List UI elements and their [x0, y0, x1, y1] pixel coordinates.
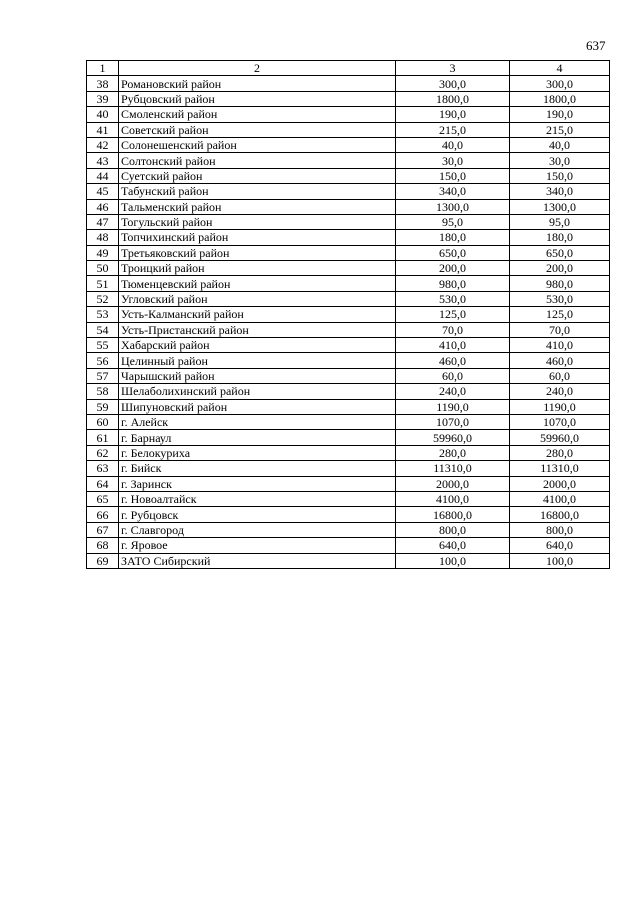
district-name-cell: г. Алейск: [119, 414, 396, 429]
district-name-cell: Шелаболихинский район: [119, 384, 396, 399]
value-col3-cell: 150,0: [396, 168, 510, 183]
row-number-cell: 59: [87, 399, 119, 414]
column-header-4: 4: [510, 61, 610, 76]
value-col3-cell: 980,0: [396, 276, 510, 291]
table-row: [87, 107, 610, 122]
value-col4-cell: 1300,0: [510, 199, 610, 214]
row-number-cell: 57: [87, 368, 119, 383]
value-col3-cell: 16800,0: [396, 507, 510, 522]
row-number-cell: 67: [87, 522, 119, 537]
table-row: [87, 276, 610, 291]
value-col3-cell: 125,0: [396, 307, 510, 322]
value-col4-cell: 240,0: [510, 384, 610, 399]
row-number-cell: 42: [87, 137, 119, 152]
district-name-cell: Тальменский район: [119, 199, 396, 214]
value-col3-cell: 1300,0: [396, 199, 510, 214]
table-row: [87, 338, 610, 353]
value-col4-cell: 125,0: [510, 307, 610, 322]
district-name-cell: Чарышский район: [119, 368, 396, 383]
value-col4-cell: 1070,0: [510, 414, 610, 429]
row-number-cell: 68: [87, 538, 119, 553]
row-number-cell: 38: [87, 76, 119, 91]
district-name-cell: Солтонский район: [119, 153, 396, 168]
table-row: [87, 476, 610, 491]
district-name-cell: г. Белокуриха: [119, 445, 396, 460]
value-col4-cell: 980,0: [510, 276, 610, 291]
value-col4-cell: 280,0: [510, 445, 610, 460]
value-col4-cell: 95,0: [510, 214, 610, 229]
district-name-cell: г. Яровое: [119, 538, 396, 553]
district-name-cell: Смоленский район: [119, 107, 396, 122]
row-number-cell: 39: [87, 91, 119, 106]
table-row: [87, 322, 610, 337]
district-name-cell: Угловский район: [119, 291, 396, 306]
page-number: 637: [586, 38, 606, 53]
row-number-cell: 58: [87, 384, 119, 399]
row-number-cell: 43: [87, 153, 119, 168]
value-col3-cell: 40,0: [396, 137, 510, 152]
row-number-cell: 64: [87, 476, 119, 491]
table-row: [87, 522, 610, 537]
value-col4-cell: 60,0: [510, 368, 610, 383]
district-name-cell: Солонешенский район: [119, 137, 396, 152]
row-number-cell: 60: [87, 414, 119, 429]
table-row: [87, 261, 610, 276]
table-row: [87, 137, 610, 152]
table-row: [87, 368, 610, 383]
table-row: [87, 384, 610, 399]
value-col3-cell: 530,0: [396, 291, 510, 306]
district-name-cell: Табунский район: [119, 184, 396, 199]
district-name-cell: г. Заринск: [119, 476, 396, 491]
row-number-cell: 47: [87, 214, 119, 229]
value-col3-cell: 215,0: [396, 122, 510, 137]
value-col4-cell: 11310,0: [510, 461, 610, 476]
value-col3-cell: 650,0: [396, 245, 510, 260]
table-row: [87, 122, 610, 137]
value-col3-cell: 460,0: [396, 353, 510, 368]
column-header-3: 3: [396, 61, 510, 76]
row-number-cell: 49: [87, 245, 119, 260]
row-number-cell: 50: [87, 261, 119, 276]
value-col4-cell: 100,0: [510, 553, 610, 568]
table-row: [87, 538, 610, 553]
value-col3-cell: 11310,0: [396, 461, 510, 476]
value-col3-cell: 60,0: [396, 368, 510, 383]
table-row: [87, 214, 610, 229]
value-col4-cell: 16800,0: [510, 507, 610, 522]
value-col4-cell: 300,0: [510, 76, 610, 91]
table-row: [87, 76, 610, 91]
table-row: [87, 491, 610, 506]
value-col3-cell: 200,0: [396, 261, 510, 276]
value-col4-cell: 640,0: [510, 538, 610, 553]
value-col4-cell: 1190,0: [510, 399, 610, 414]
table-row: [87, 291, 610, 306]
value-col3-cell: 280,0: [396, 445, 510, 460]
row-number-cell: 65: [87, 491, 119, 506]
district-name-cell: Хабарский район: [119, 338, 396, 353]
value-col3-cell: 640,0: [396, 538, 510, 553]
table-row: [87, 168, 610, 183]
table-row: [87, 461, 610, 476]
district-name-cell: ЗАТО Сибирский: [119, 553, 396, 568]
value-col4-cell: 190,0: [510, 107, 610, 122]
row-number-cell: 56: [87, 353, 119, 368]
row-number-cell: 54: [87, 322, 119, 337]
district-name-cell: Тюменцевский район: [119, 276, 396, 291]
value-col3-cell: 1800,0: [396, 91, 510, 106]
district-name-cell: г. Барнаул: [119, 430, 396, 445]
district-name-cell: Романовский район: [119, 76, 396, 91]
value-col3-cell: 300,0: [396, 76, 510, 91]
value-col3-cell: 180,0: [396, 230, 510, 245]
table-row: [87, 353, 610, 368]
value-col3-cell: 95,0: [396, 214, 510, 229]
value-col4-cell: 4100,0: [510, 491, 610, 506]
district-name-cell: Топчихинский район: [119, 230, 396, 245]
district-name-cell: Рубцовский район: [119, 91, 396, 106]
column-header-2: 2: [119, 61, 396, 76]
row-number-cell: 51: [87, 276, 119, 291]
row-number-cell: 53: [87, 307, 119, 322]
table-row: [87, 245, 610, 260]
value-col3-cell: 4100,0: [396, 491, 510, 506]
table-header-row: [87, 61, 610, 76]
value-col4-cell: 180,0: [510, 230, 610, 245]
district-name-cell: г. Бийск: [119, 461, 396, 476]
table-row: [87, 507, 610, 522]
row-number-cell: 44: [87, 168, 119, 183]
value-col3-cell: 30,0: [396, 153, 510, 168]
value-col3-cell: 1070,0: [396, 414, 510, 429]
row-number-cell: 41: [87, 122, 119, 137]
value-col4-cell: 1800,0: [510, 91, 610, 106]
district-name-cell: г. Новоалтайск: [119, 491, 396, 506]
table-row: [87, 91, 610, 106]
row-number-cell: 46: [87, 199, 119, 214]
table-row: [87, 414, 610, 429]
table-row: [87, 445, 610, 460]
row-number-cell: 52: [87, 291, 119, 306]
row-number-cell: 45: [87, 184, 119, 199]
value-col4-cell: 150,0: [510, 168, 610, 183]
value-col3-cell: 800,0: [396, 522, 510, 537]
value-col3-cell: 59960,0: [396, 430, 510, 445]
table-row: [87, 199, 610, 214]
district-name-cell: Троицкий район: [119, 261, 396, 276]
value-col3-cell: 100,0: [396, 553, 510, 568]
table-body: [87, 61, 610, 569]
value-col4-cell: 30,0: [510, 153, 610, 168]
district-name-cell: Суетский район: [119, 168, 396, 183]
value-col4-cell: 460,0: [510, 353, 610, 368]
value-col4-cell: 410,0: [510, 338, 610, 353]
district-name-cell: г. Славгород: [119, 522, 396, 537]
value-col3-cell: 2000,0: [396, 476, 510, 491]
value-col4-cell: 200,0: [510, 261, 610, 276]
value-col3-cell: 190,0: [396, 107, 510, 122]
value-col4-cell: 650,0: [510, 245, 610, 260]
row-number-cell: 66: [87, 507, 119, 522]
row-number-cell: 48: [87, 230, 119, 245]
value-col3-cell: 340,0: [396, 184, 510, 199]
value-col4-cell: 59960,0: [510, 430, 610, 445]
district-name-cell: Советский район: [119, 122, 396, 137]
data-table: [86, 60, 610, 569]
district-name-cell: Усть-Калманский район: [119, 307, 396, 322]
value-col4-cell: 215,0: [510, 122, 610, 137]
row-number-cell: 63: [87, 461, 119, 476]
district-name-cell: Усть-Пристанский район: [119, 322, 396, 337]
row-number-cell: 55: [87, 338, 119, 353]
row-number-cell: 61: [87, 430, 119, 445]
value-col4-cell: 530,0: [510, 291, 610, 306]
table-row: [87, 230, 610, 245]
value-col3-cell: 70,0: [396, 322, 510, 337]
value-col4-cell: 800,0: [510, 522, 610, 537]
value-col4-cell: 340,0: [510, 184, 610, 199]
value-col3-cell: 240,0: [396, 384, 510, 399]
row-number-cell: 69: [87, 553, 119, 568]
value-col4-cell: 40,0: [510, 137, 610, 152]
district-name-cell: Шипуновский район: [119, 399, 396, 414]
district-name-cell: Тогульский район: [119, 214, 396, 229]
value-col4-cell: 70,0: [510, 322, 610, 337]
district-name-cell: Третьяковский район: [119, 245, 396, 260]
district-name-cell: г. Рубцовск: [119, 507, 396, 522]
table-row: [87, 184, 610, 199]
row-number-cell: 40: [87, 107, 119, 122]
table-row: [87, 553, 610, 568]
table-row: [87, 307, 610, 322]
table-row: [87, 153, 610, 168]
table-row: [87, 399, 610, 414]
row-number-cell: 62: [87, 445, 119, 460]
column-header-1: 1: [87, 61, 119, 76]
table-row: [87, 430, 610, 445]
value-col3-cell: 1190,0: [396, 399, 510, 414]
value-col4-cell: 2000,0: [510, 476, 610, 491]
district-name-cell: Целинный район: [119, 353, 396, 368]
value-col3-cell: 410,0: [396, 338, 510, 353]
